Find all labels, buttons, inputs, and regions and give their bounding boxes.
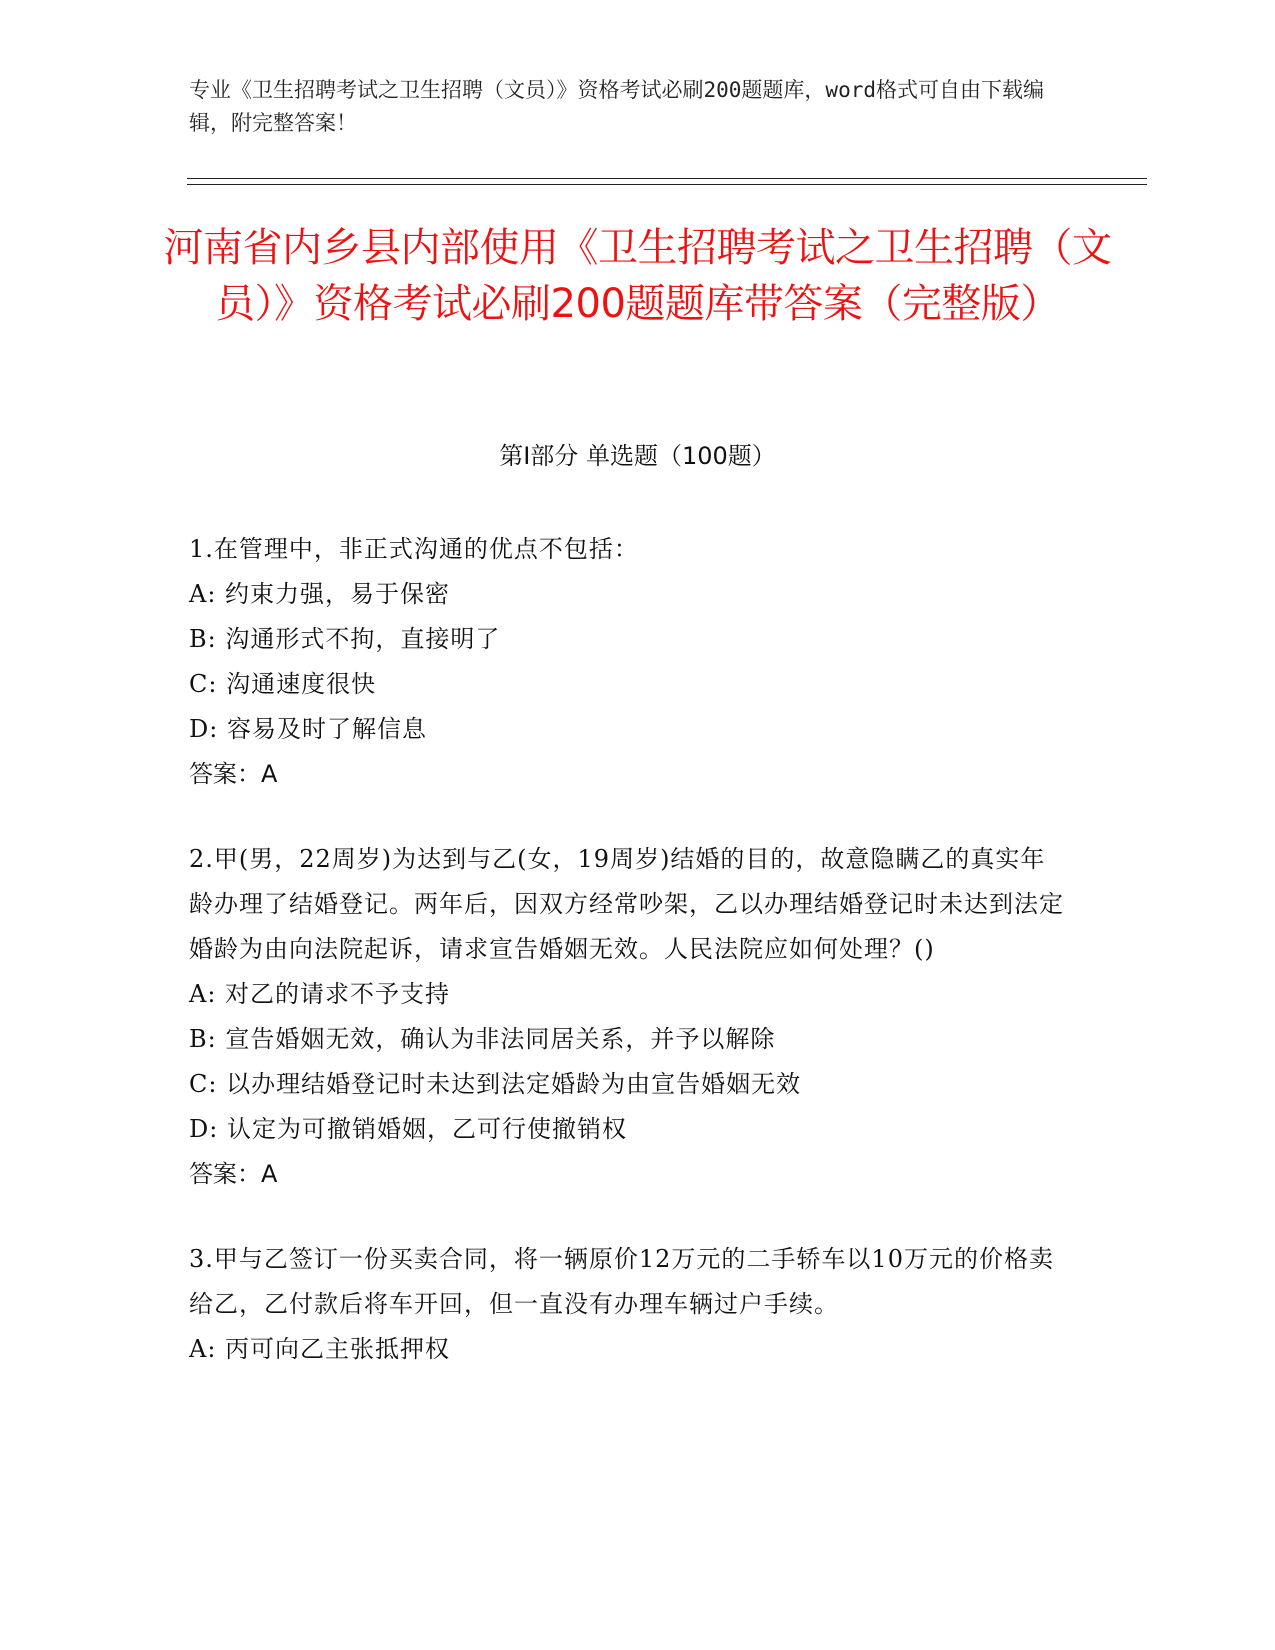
header-note: 专业《卫生招聘考试之卫生招聘（文员）》资格考试必刷200题题库，word格式可自由下载编辑，附完整答案！ [189, 78, 1044, 135]
question-3 [189, 1237, 1069, 1372]
question-2 [189, 837, 1069, 1197]
option-c: C: 沟通速度很快 [189, 670, 377, 698]
option-a: A: 约束力强，易于保密 [189, 580, 451, 608]
question-stem: 2.甲(男，22周岁)为达到与乙(女，19周岁)结婚的目的，故意隐瞒乙的真实年龄办理了结婚登记。两年后，因双方经常吵架，乙以办理结婚登记时未达到法定婚龄为由向法院起诉，请求宣告婚姻无效。人民法院应如何处理？() [189, 845, 1064, 963]
question-list [189, 527, 1069, 1412]
question-stem: 3.甲与乙签订一份买卖合同，将一辆原价12万元的二手轿车以10万元的价格卖给乙，乙付款后将车开回，但一直没有办理车辆过户手续。 [189, 1245, 1054, 1318]
option-d: D: 认定为可撤销婚姻，乙可行使撤销权 [189, 1115, 627, 1143]
question-stem: 1.在管理中，非正式沟通的优点不包括： [189, 535, 639, 563]
option-d: D: 容易及时了解信息 [189, 715, 427, 743]
section-title: 第Ⅰ部分 单选题（100题） [499, 442, 776, 470]
option-b: B: 宣告婚姻无效，确认为非法同居关系，并予以解除 [189, 1025, 776, 1053]
header-divider-bottom [187, 184, 1147, 185]
option-b: B: 沟通形式不拘，直接明了 [189, 625, 501, 653]
header-divider-top [187, 178, 1147, 179]
answer: 答案：A [189, 760, 278, 788]
option-c: C: 以办理结婚登记时未达到法定婚龄为由宣告婚姻无效 [189, 1070, 802, 1098]
option-a: A: 对乙的请求不予支持 [189, 980, 451, 1008]
document-title: 河南省内乡县内部使用《卫生招聘考试之卫生招聘（文员）》资格考试必刷200题题库带答案（完整版） [163, 225, 1112, 327]
option-a: A: 丙可向乙主张抵押权 [189, 1335, 451, 1363]
answer: 答案：A [189, 1160, 278, 1188]
question-1 [189, 527, 1069, 797]
